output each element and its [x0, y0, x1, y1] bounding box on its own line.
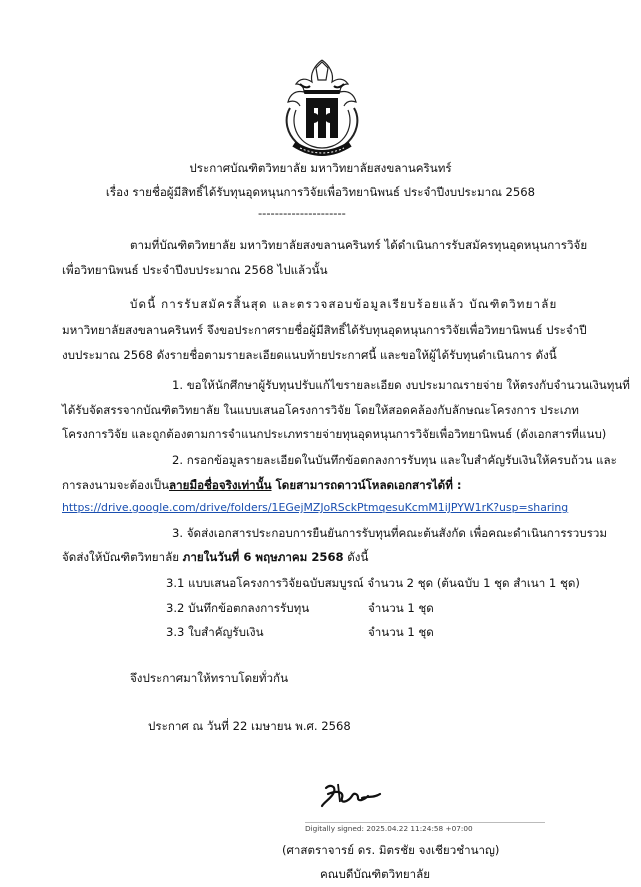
paragraph-2-line-3: งบประมาณ 2568 ดังรายชื่อตามรายละเอียดแนบท้ายประกาศนี้ และขอให้ผู้ได้รับทุนดำเนินการ ดังนี้: [62, 348, 557, 362]
signatory-position: คณบดีบัณฑิตวิทยาลัย: [320, 867, 431, 881]
paragraph-2-line-2: มหาวิทยาลัยสงขลานครินทร์ จึงขอประกาศรายชื่อผู้มีสิทธิ์ได้รับทุนอุดหนุนการวิจัยเพื่อวิทยานิพนธ์ ประจำปี: [62, 323, 587, 337]
item-3-line-1: 3. จัดส่งเอกสารประกอบการยืนยันการรับทุนที่คณะต้นสังกัด เพื่อคณะดำเนินการรวบรวม: [172, 526, 608, 540]
real-signature-only-text: ลายมือชื่อจริงเท่านั้น: [169, 478, 272, 492]
deadline-text: ภายในวันที่ 6 พฤษภาคม 2568: [182, 550, 344, 564]
sub-item-3-1: 3.1 แบบเสนอโครงการวิจัยฉบับสมบูรณ์ จำนวน 2 ชุด (ต้นฉบับ 1 ชุด สำเนา 1 ชุด): [166, 576, 580, 590]
divider: ---------------------: [258, 206, 346, 220]
closing-text: จึงประกาศมาให้ทราบโดยทั่วกัน: [130, 671, 288, 685]
item-3-suffix: ดังนี้: [343, 550, 369, 564]
announcement-title: ประกาศบัณฑิตวิทยาลัย มหาวิทยาลัยสงขลานครินทร์: [189, 161, 452, 175]
item-3-prefix: จัดส่งให้บัณฑิตวิทยาลัย: [62, 550, 183, 564]
university-emblem-icon: [270, 58, 374, 158]
download-note: โดยสามารถดาวน์โหลดเอกสารได้ที่ :: [271, 478, 462, 492]
paragraph-1-line-2: เพื่อวิทยานิพนธ์ ประจำปีงบประมาณ 2568 ไปแล้วนั้น: [62, 263, 328, 277]
drive-link[interactable]: https://drive.google.com/drive/folders/1EGejMZJoRSckPtmqesuKcmM1iJPYW1rK?usp=sharing: [62, 501, 569, 514]
sub-item-3-2-label: 3.2 บันทึกข้อตกลงการรับทุน: [166, 601, 310, 615]
paragraph-1-line-1: ตามที่บัณฑิตวิทยาลัย มหาวิทยาลัยสงขลานครินทร์ ได้ดำเนินการรับสมัครทุนอุดหนุนการวิจัย: [130, 238, 588, 252]
item-2-prefix: การลงนามจะต้องเป็น: [62, 478, 170, 492]
sub-item-3-3-qty: จำนวน 1 ชุด: [368, 625, 434, 639]
item-1-line-2: ได้รับจัดสรรจากบัณฑิตวิทยาลัย ในแบบเสนอโครงการวิจัย โดยให้สอดคล้องกับลักษณะโครงการ ประเภท: [62, 403, 579, 417]
item-2-line-2: [62, 477, 462, 495]
announcement-subject: เรื่อง รายชื่อผู้มีสิทธิ์ได้รับทุนอุดหนุนการวิจัยเพื่อวิทยานิพนธ์ ประจำปีงบประมาณ 2568: [105, 185, 536, 199]
handwritten-signature-icon: [318, 780, 388, 810]
item-1-line-3: โครงการวิจัย และถูกต้องตามการจำแนกประเภทรายจ่ายทุนอุดหนุนการวิจัยเพื่อวิทยานิพนธ์ (ดังเอกสารที่แนบ): [62, 427, 607, 441]
signatory-name: (ศาสตราจารย์ ดร. มิตรชัย จงเชียวชำนาญ): [282, 843, 500, 857]
sub-item-3-3-label: 3.3 ใบสำคัญรับเงิน: [166, 625, 264, 639]
paragraph-2-line-1: บัดนี้ การรับสมัครสิ้นสุด และตรวจสอบข้อมูลเรียบร้อยแล้ว บัณฑิตวิทยาลัย: [130, 297, 558, 311]
item-2-line-1: 2. กรอกข้อมูลรายละเอียดในบันทึกข้อตกลงการรับทุน และใบสำคัญรับเงินให้ครบถ้วน และ: [172, 453, 617, 467]
digital-signature-stamp: Digitally signed: 2025.04.22 11:24:58 +07:00: [305, 822, 545, 833]
announcement-date: ประกาศ ณ วันที่ 22 เมษายน พ.ศ. 2568: [148, 719, 351, 733]
item-1-line-1: 1. ขอให้นักศึกษาผู้รับทุนปรับแก้ไขรายละเอียด งบประมาณรายจ่าย ให้ตรงกับจำนวนเงินทุนที่: [172, 378, 630, 392]
sub-item-3-2-qty: จำนวน 1 ชุด: [368, 601, 434, 615]
item-3-line-2: [62, 549, 368, 567]
